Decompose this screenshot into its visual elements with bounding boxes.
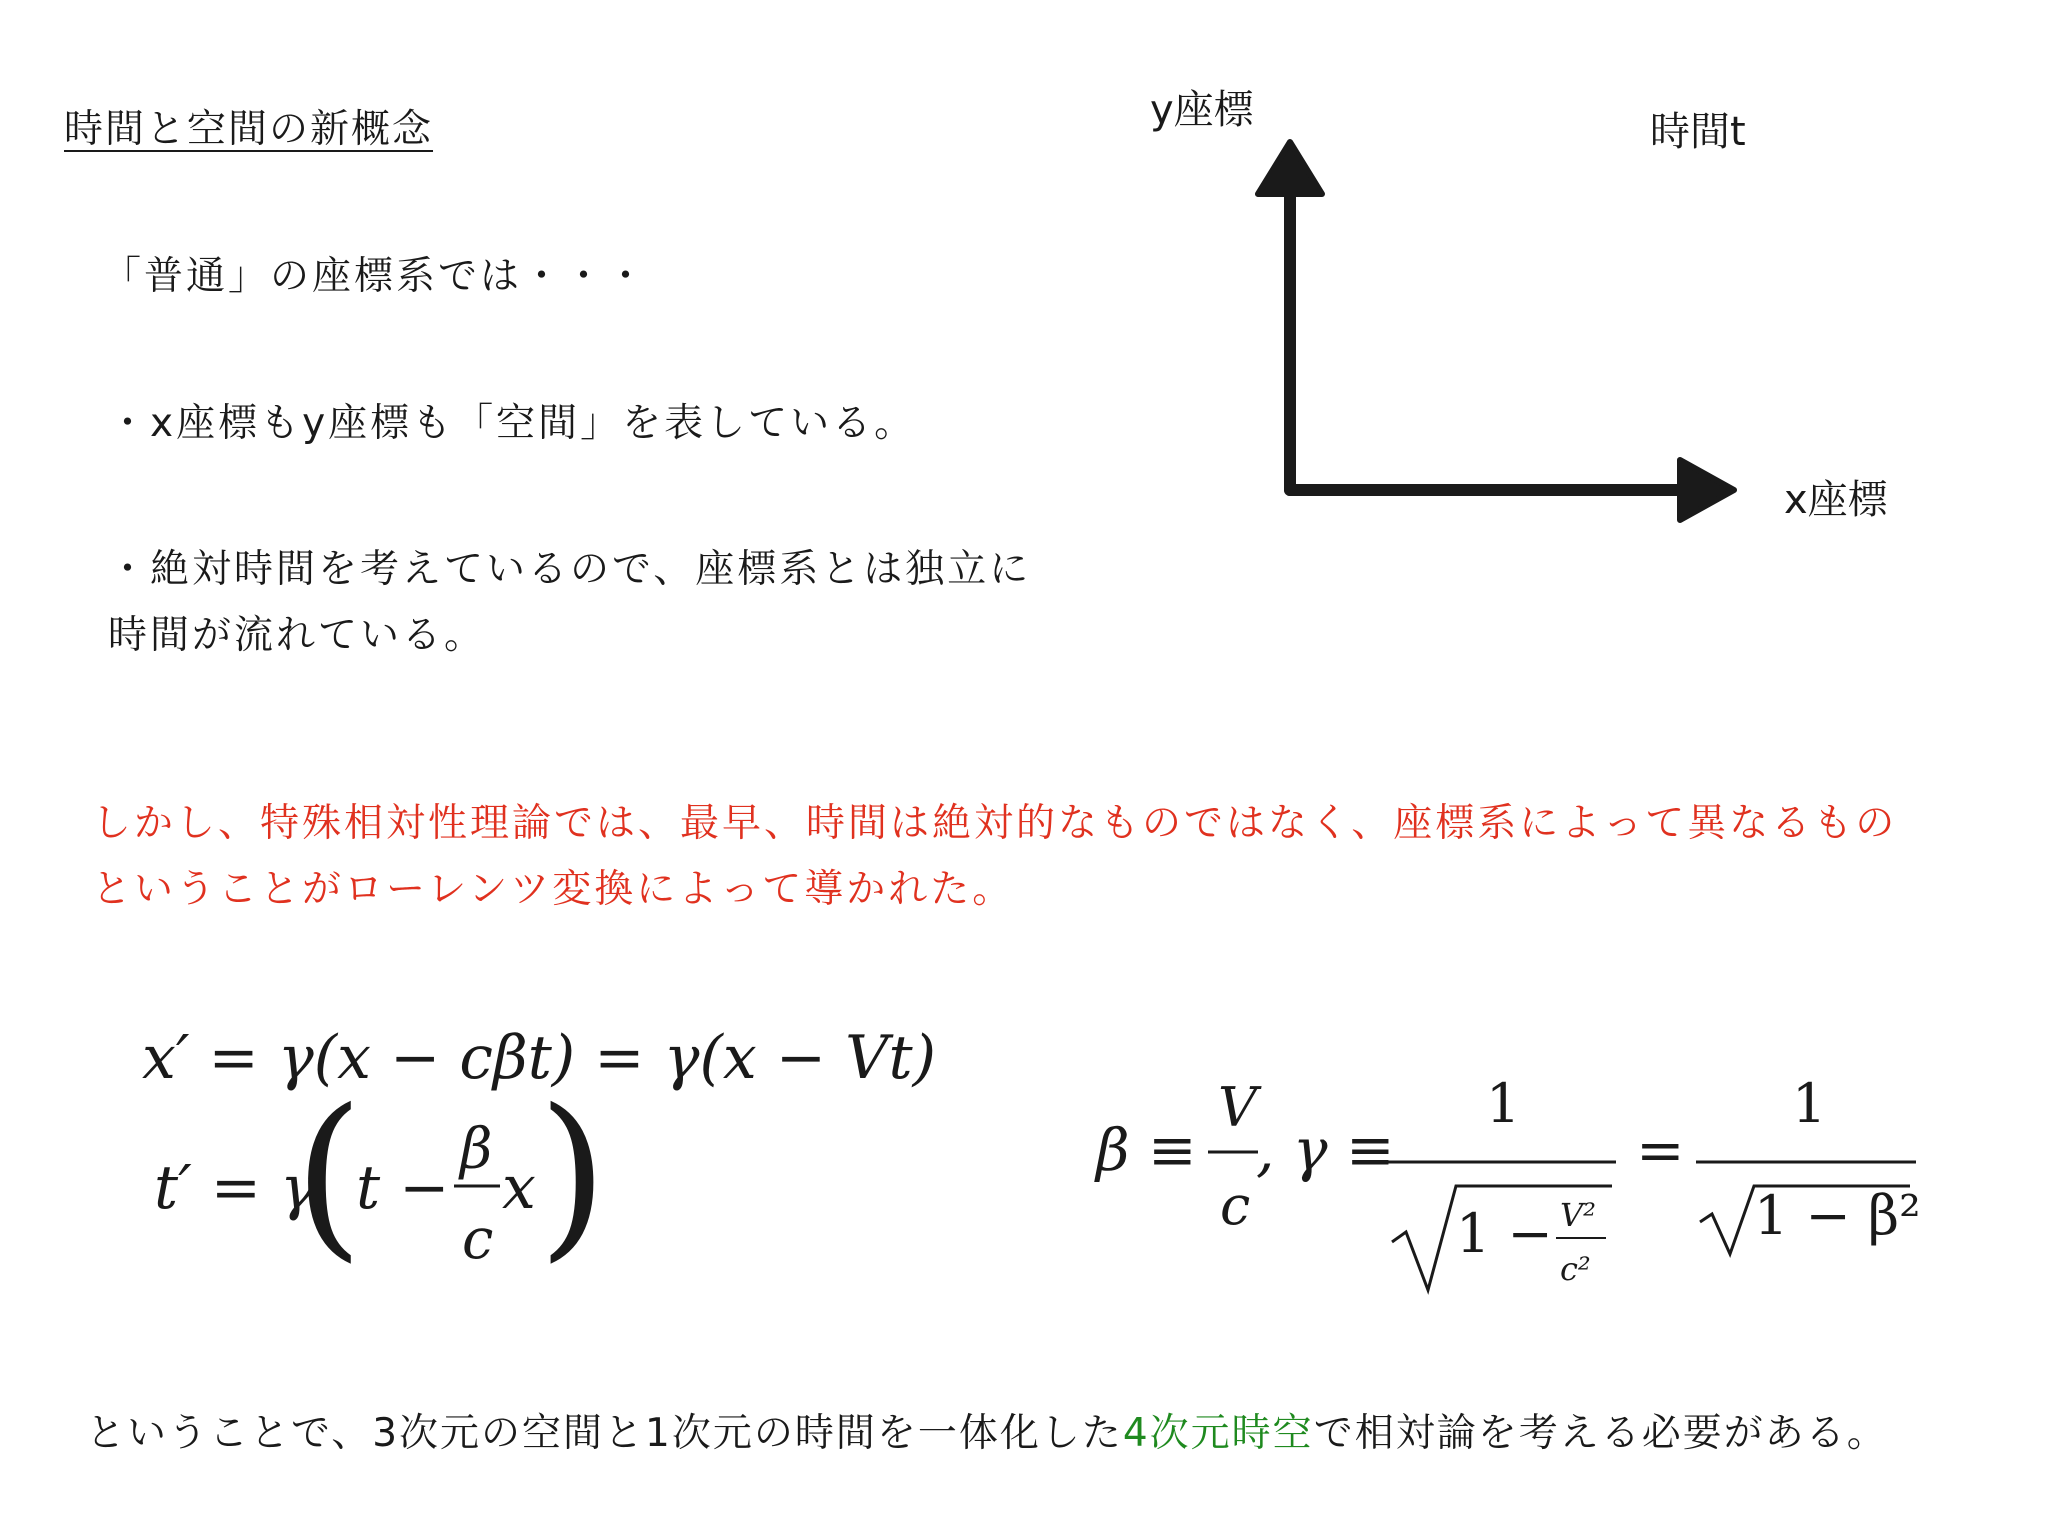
time-axis-label: 時間t [1650, 109, 1746, 155]
gamma-numerator-1: 1 [1486, 1072, 1521, 1135]
relativity-statement-line1: しかし、特殊相対性理論では、最早、時間は絶対的なものではなく、座標系によって異なるもの [92, 801, 1898, 846]
c-squared: c² [1560, 1250, 1591, 1288]
lorentz-x-equation: x′ = γ(x − cβt) = γ(x − Vt) [142, 1023, 937, 1093]
right-paren: ) [538, 1071, 608, 1278]
lorentz-t-x: x [502, 1153, 536, 1223]
page-title: 時間と空間の新概念 [64, 107, 434, 152]
equals-sign: = [1636, 1116, 1685, 1184]
gamma-definition: , γ ≡ [1256, 1116, 1395, 1184]
bullet-space: ・x座標もy座標も「空間」を表している。 [108, 401, 917, 446]
bullet-absolute-time-line1: ・絶対時間を考えているので、座標系とは独立に [108, 547, 1032, 592]
intro-text: 「普通」の座標系では・・・ [102, 254, 649, 299]
lorentz-formulas [0, 990, 2048, 1330]
conclusion-after: で相対論を考える必要がある。 [1313, 1411, 1888, 1456]
fraction-c: c [462, 1207, 494, 1272]
V-squared: V² [1560, 1196, 1596, 1234]
bullet-absolute-time-line2: 時間が流れている。 [108, 613, 487, 658]
conclusion-text [86, 1402, 1888, 1458]
one-minus: 1 − [1456, 1202, 1553, 1265]
x-axis-label: x座標 [1784, 477, 1888, 523]
conclusion-highlight: 4次元時空 [1122, 1411, 1314, 1456]
beta-definition: β ≡ [1096, 1116, 1197, 1184]
one-minus-beta-squared: 1 − β² [1754, 1184, 1921, 1247]
lorentz-t-lhs: t′ = γ [154, 1153, 317, 1223]
def-c: c [1220, 1174, 1251, 1237]
conclusion-before: ということで、3次元の空間と1次元の時間を一体化した [86, 1411, 1123, 1456]
y-axis-label: y座標 [1150, 87, 1254, 133]
gamma-numerator-2: 1 [1792, 1072, 1827, 1135]
y-axis-arrowhead [1258, 142, 1322, 194]
lorentz-t-term: t − [356, 1153, 450, 1223]
fraction-beta: β [460, 1117, 493, 1182]
coordinate-axes-diagram [1240, 130, 1760, 530]
left-paren: ( [294, 1071, 364, 1278]
relativity-statement-line2: ということがローレンツ変換によって導かれた。 [92, 867, 1015, 912]
x-axis-arrowhead [1680, 460, 1734, 520]
def-V: V [1218, 1076, 1257, 1139]
